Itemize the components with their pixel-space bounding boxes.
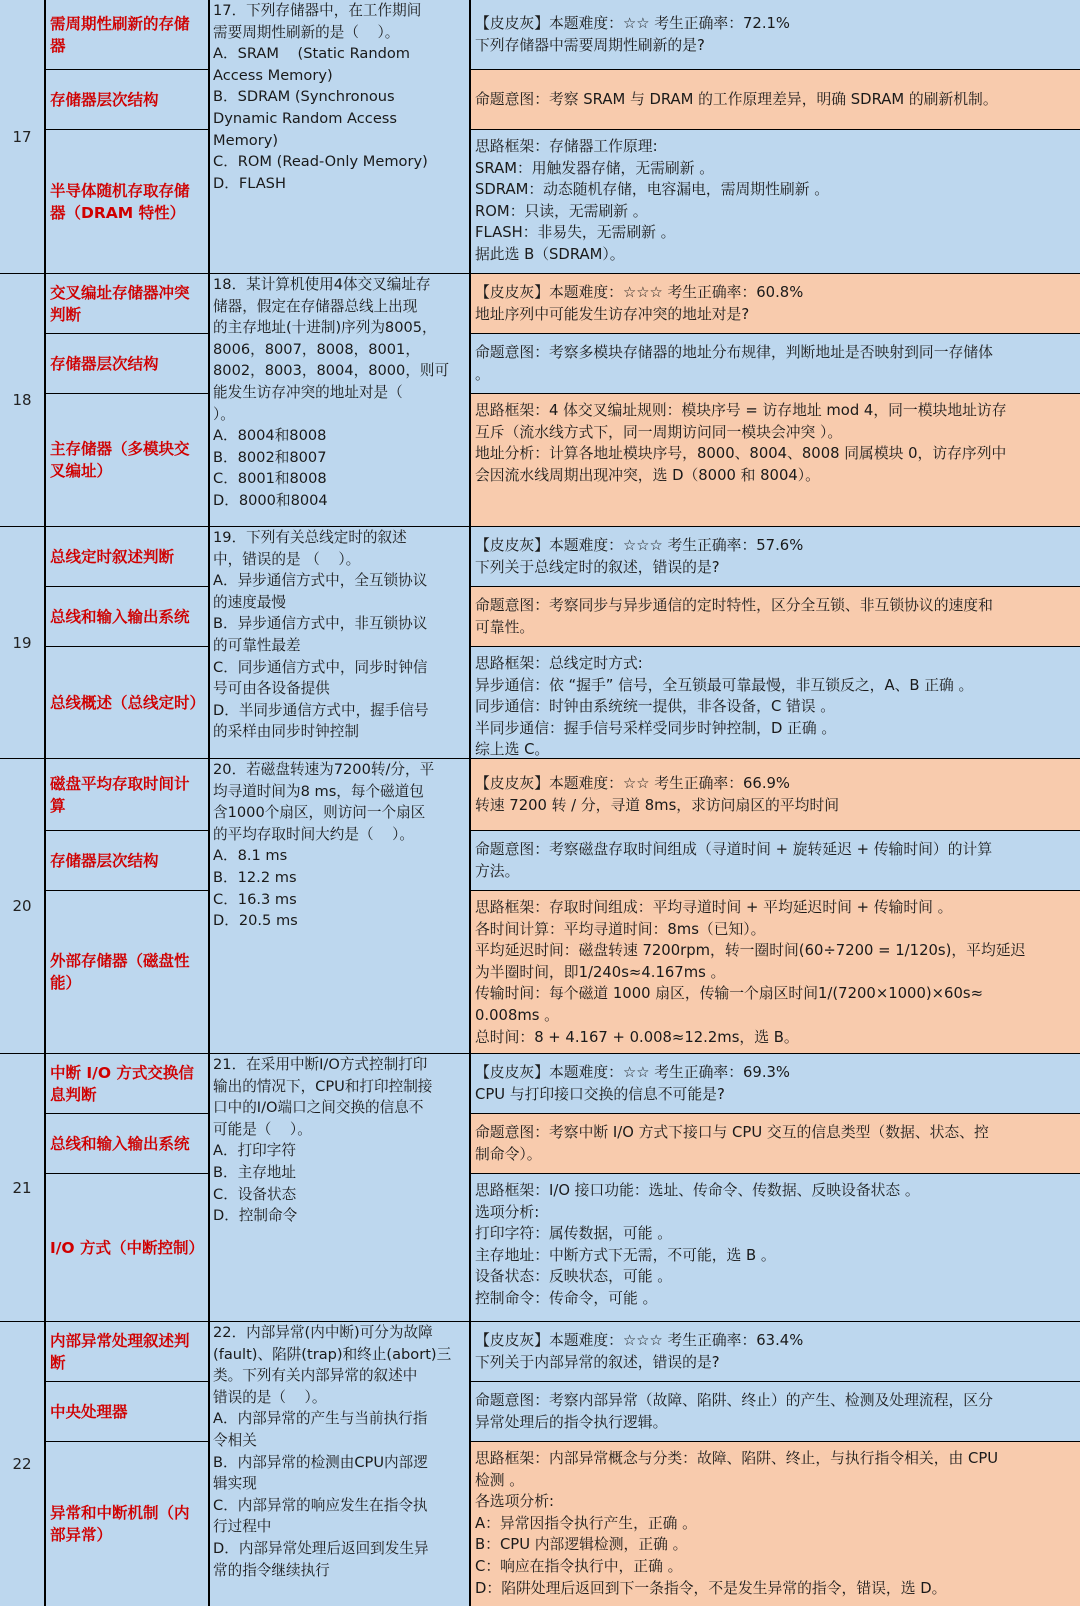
question-line: A．8.1 ms [213,847,288,865]
question-text [210,1322,470,1606]
knowledge-point-label: 中央处理器 [50,1402,128,1421]
question-line: A．SRAM (Static Random [213,45,411,63]
framework-line: 平均延迟时间：磁盘转速 7200rpm，转一圈时间(60÷7200 = 1/120s)，平均延迟 [475,942,1026,960]
knowledge-point-label: 中断 I/O 方式交换信息判断 [50,1063,194,1104]
knowledge-point-label: 交叉编址存储器冲突判断 [50,283,190,324]
framework-line: ROM：只读，无需刷新 。 [475,202,648,220]
question-row [0,527,1080,758]
difficulty-box [471,0,1080,69]
difficulty-line: 转速 7200 转 / 分，寻道 8ms，求访问扇区的平均时间 [475,796,840,814]
framework-line: 思路框架：4 体交叉编址规则：模块序号 = 访存地址 mod 4，同一模块地址访存 [475,402,1007,419]
difficulty-line: 地址序列中可能发生访存冲突的地址对是? [475,305,750,323]
framework-line: 异步通信：依 “握手” 信号，全互锁最可靠最慢，非互锁反之，A、B 正确 。 [475,676,974,694]
question-line: D．FLASH [213,174,286,192]
question-line: 21．在采用中断I/O方式控制打印 [213,1056,428,1073]
question-line: 的速度最慢 [213,593,286,611]
question-line: 号可由各设备提供 [213,680,330,698]
knowledge-point [46,1442,209,1606]
difficulty-box [471,759,1080,830]
question-line: 均寻道时间为8 ms，每个磁道包 [213,782,424,800]
knowledge-point-label: 半导体随机存取存储器（DRAM 特性） [50,181,190,222]
difficulty-line: CPU 与打印接口交换的信息不可能是? [475,1085,725,1103]
question-line: A．异步通信方式中，全互锁协议 [213,572,428,590]
framework-line: 检测 。 [475,1471,525,1489]
question-text [210,274,470,526]
framework-box [471,891,1080,1053]
question-line: Access Memory) [213,66,333,84]
question-line: 8006，8007，8008，8001， [213,340,420,358]
knowledge-point-label: 存储器层次结构 [50,90,159,109]
framework-box [471,130,1080,273]
question-line: C．同步通信方式中，同步时钟信 [213,658,428,676]
knowledge-point [46,831,209,890]
question-row [0,0,1080,273]
framework-box [471,1174,1080,1321]
intent-line: 。 [475,365,490,383]
question-line: 能发生访存冲突的地址对是（ [213,383,403,401]
question-line: 口中的I/O端口之间交换的信息不 [213,1099,424,1117]
difficulty-line: 【皮皮灰】本题难度：☆☆☆ 考生正确率：60.8% [475,283,804,301]
knowledge-point [46,130,209,273]
intent-box [471,831,1080,890]
difficulty-box [471,527,1080,586]
knowledge-point [46,1382,209,1441]
framework-line: 思路框架：总线定时方式: [475,655,643,672]
question-line: A．打印字符 [213,1142,296,1160]
knowledge-point-label: I/O 方式（中断控制） [50,1238,205,1257]
knowledge-point-label: 总线和输入输出系统 [50,607,190,626]
intent-line: 命题意图：考察同步与异步通信的定时特性，区分全互锁、非互锁协议的速度和 [475,596,993,614]
question-line: D．8000和8004 [213,491,328,509]
knowledge-point [46,587,209,646]
question-line: 辑实现 [213,1475,257,1493]
framework-line: 选项分析: [475,1203,540,1221]
question-text [210,1054,470,1321]
framework-box [471,394,1080,526]
framework-line: 设备状态：反映状态，可能 。 [475,1268,673,1286]
question-line: D．半同步通信方式中，握手信号 [213,701,429,719]
intent-line: 制命令）。 [475,1145,542,1163]
intent-box [471,70,1080,129]
framework-box [471,1442,1080,1606]
question-row [0,1322,1080,1606]
question-line: B．8002和8007 [213,448,327,466]
framework-line: 各选项分析: [475,1493,554,1511]
framework-line: 同步通信：时钟由系统统一提供，非各设备，C 错误 。 [475,698,836,716]
question-number: 21 [0,1054,45,1321]
question-line: 类。下列有关内部异常的叙述中 [213,1367,418,1385]
intent-line: 命题意图：考察磁盘存取时间组成（寻道时间 + 旋转延迟 + 传输时间）的计算 [475,840,993,858]
knowledge-point [46,1174,209,1321]
difficulty-line: 【皮皮灰】本题难度：☆☆ 考生正确率：72.1% [475,14,790,32]
question-line: 的平均存取时间大约是（ ）。 [213,825,414,843]
question-line: C．设备状态 [213,1185,297,1203]
question-line: B．异步通信方式中，非互锁协议 [213,615,428,633]
difficulty-line: 下列关于内部异常的叙述，错误的是? [475,1353,720,1371]
question-number: 19 [0,527,45,758]
question-line: 储器，假定在存储器总线上出现 [213,297,418,315]
framework-line: 控制命令：传命令，可能 。 [475,1289,658,1307]
difficulty-box [471,274,1080,333]
framework-line: D：陷阱处理后返回到下一条指令，不是发生异常的指令，错误，选 D。 [475,1579,947,1597]
knowledge-point [46,1054,209,1113]
question-line: 输出的情况下，CPU和打印控制接 [213,1077,433,1095]
question-row [0,274,1080,526]
knowledge-point [46,1114,209,1173]
question-line: 常的指令继续执行 [213,1561,330,1579]
question-text [210,527,470,758]
knowledge-point [46,759,209,830]
question-line: 中，错误的是 （ ）。 [213,550,361,568]
question-line: B．内部异常的检测由CPU内部逻 [213,1453,428,1471]
framework-line: 传输时间：每个磁道 1000 扇区，传输一个扇区时间1/(7200×1000)×60s≈ [475,985,983,1003]
question-line: 的可靠性最差 [213,636,301,654]
intent-line: 方法。 [475,862,520,880]
question-line: 错误的是（ ）。 [213,1388,327,1406]
knowledge-point-label: 主存储器（多模块交叉编址） [50,440,190,480]
framework-line: 综上选 C。 [475,741,550,758]
question-line: B．SDRAM (Synchronous [213,88,395,106]
intent-line: 命题意图：考察中断 I/O 方式下接口与 CPU 交互的信息类型（数据、状态、控 [475,1123,989,1141]
knowledge-point [46,274,209,333]
question-line: B．主存地址 [213,1163,296,1181]
framework-line: 会因流水线周期出现冲突，选 D（8000 和 8004）。 [475,466,820,484]
question-text [210,759,470,1053]
knowledge-point-label: 存储器层次结构 [50,851,159,870]
framework-line: 半同步通信：握手信号采样受同步时钟控制，D 正确 。 [475,719,837,737]
question-line: 22．内部异常(内中断)可分为故障 [213,1324,433,1341]
question-row [0,759,1080,1053]
framework-line: SDRAM：动态随机存储，电容漏电，需周期性刷新 。 [475,181,829,199]
framework-line: C：响应在指令执行中，正确 。 [475,1557,683,1575]
framework-line: 思路框架：存取时间组成：平均寻道时间 + 平均延迟时间 + 传输时间 。 [475,899,953,916]
framework-line: SRAM：用触发器存储，无需刷新 。 [475,159,715,177]
knowledge-point [46,334,209,393]
question-line: C．内部异常的响应发生在指令执 [213,1496,428,1514]
framework-line: 思路框架：内部异常概念与分类：故障、陷阱、终止，与执行指令相关，由 CPU [475,1450,999,1467]
question-line: 令相关 [213,1431,257,1449]
knowledge-point [46,70,209,129]
intent-line: 命题意图：考察 SRAM 与 DRAM 的工作原理差异，明确 SDRAM 的刷新机制。 [475,90,998,108]
knowledge-point [46,0,209,69]
question-line: C．8001和8008 [213,470,327,488]
framework-line: 思路框架：存储器工作原理: [475,138,658,155]
knowledge-point-label: 异常和中断机制（内部异常） [50,1504,190,1544]
question-line: Dynamic Random Access [213,109,398,127]
question-line: 需要周期性刷新的是（ ）。 [213,23,400,41]
knowledge-point-label: 总线概述（总线定时） [50,693,206,712]
framework-line: A：异常因指令执行产生，正确 。 [475,1514,697,1532]
framework-line: 思路框架：I/O 接口功能：选址、传命令、传数据、反映设备状态 。 [475,1182,920,1199]
framework-line: 总时间：8 + 4.167 + 0.008≈12.2ms，选 B。 [475,1028,799,1046]
knowledge-point-label: 总线定时叙述判断 [50,547,175,566]
question-line: C．ROM (Read-Only Memory) [213,153,428,171]
intent-line: 命题意图：考察内部异常（故障、陷阱、终止）的产生、检测及处理流程，区分 [475,1391,993,1409]
framework-line: 0.008ms 。 [475,1006,559,1024]
difficulty-box [471,1054,1080,1113]
question-line: (fault)、陷阱(trap)和终止(abort)三 [213,1345,452,1363]
difficulty-box [471,1322,1080,1381]
question-line: ）。 [213,405,235,423]
question-line: A．内部异常的产生与当前执行指 [213,1410,428,1428]
knowledge-point-label: 总线和输入输出系统 [50,1134,190,1153]
question-line: 的采样由同步时钟控制 [213,723,359,741]
question-line: 8002，8003，8004，8000，则可 [213,362,450,380]
question-text [210,0,470,273]
framework-line: 为半圈时间，即1/240s≈4.167ms 。 [475,963,726,981]
difficulty-line: 【皮皮灰】本题难度：☆☆☆ 考生正确率：57.6% [475,536,804,554]
difficulty-line: 【皮皮灰】本题难度：☆☆☆ 考生正确率：63.4% [475,1331,804,1349]
question-line: Memory) [213,131,279,149]
knowledge-point-label: 内部异常处理叙述判断 [50,1331,190,1372]
question-line: 17．下列存储器中，在工作期间 [213,2,422,19]
question-line: D．内部异常处理后返回到发生异 [213,1539,429,1557]
framework-line: 地址分析：计算各地址模块序号，8000、8004、8008 同属模块 0，访存序列中 [475,445,1007,463]
question-line: 18．某计算机使用4体交叉编址存 [213,276,431,293]
question-number: 22 [0,1322,45,1606]
intent-line: 命题意图：考察多模块存储器的地址分布规律，判断地址是否映射到同一存储体 [475,343,993,361]
framework-line: 主存地址：中断方式下无需，不可能，选 B 。 [475,1246,776,1264]
question-row [0,1054,1080,1321]
question-line: D．20.5 ms [213,912,298,930]
difficulty-line: 【皮皮灰】本题难度：☆☆ 考生正确率：66.9% [475,774,790,792]
question-line: B．12.2 ms [213,868,297,886]
question-line: 含1000个扇区，则访问一个扇区 [213,804,426,822]
framework-line: 各时间计算：平均寻道时间：8ms（已知）。 [475,920,766,938]
intent-line: 异常处理后的指令执行逻辑。 [475,1413,668,1431]
difficulty-line: 下列存储器中需要周期性刷新的是? [475,36,705,54]
question-number: 20 [0,759,45,1053]
difficulty-line: 下列关于总线定时的叙述，错误的是? [475,558,720,576]
framework-line: 互斥（流水线方式下，同一周期访问同一模块会冲突 ）。 [475,423,843,441]
intent-box [471,587,1080,646]
question-number: 18 [0,274,45,526]
knowledge-point [46,891,209,1053]
framework-line: 打印字符：属传数据，可能 。 [475,1225,673,1243]
knowledge-point-label: 磁盘平均存取时间计算 [50,774,190,815]
question-line: 可能是（ ）。 [213,1120,312,1138]
question-line: A．8004和8008 [213,427,327,445]
knowledge-point-label: 存储器层次结构 [50,354,159,373]
framework-box [471,647,1080,758]
intent-box [471,1114,1080,1173]
knowledge-point [46,1322,209,1381]
question-line: 的主存地址(十进制)序列为8005， [213,319,437,337]
knowledge-point-label: 需周期性刷新的存储器 [50,14,190,55]
question-line: 20．若磁盘转速为7200转/分，平 [213,761,435,778]
intent-box [471,334,1080,393]
question-line: C．16.3 ms [213,890,297,908]
question-line: D．控制命令 [213,1207,298,1225]
framework-line: 据此选 B（SDRAM）。 [475,245,625,263]
question-number: 17 [0,0,45,273]
knowledge-point [46,394,209,526]
intent-box [471,1382,1080,1441]
knowledge-point-label: 外部存储器（磁盘性能） [50,952,190,992]
knowledge-point [46,647,209,758]
question-line: 19．下列有关总线定时的叙述 [213,529,407,546]
framework-line: FLASH：非易失，无需刷新 。 [475,224,676,242]
intent-line: 可靠性。 [475,618,535,636]
framework-line: B：CPU 内部逻辑检测，正确 。 [475,1536,688,1554]
knowledge-point [46,527,209,586]
question-line: 行过程中 [213,1518,272,1536]
difficulty-line: 【皮皮灰】本题难度：☆☆ 考生正确率：69.3% [475,1063,790,1081]
